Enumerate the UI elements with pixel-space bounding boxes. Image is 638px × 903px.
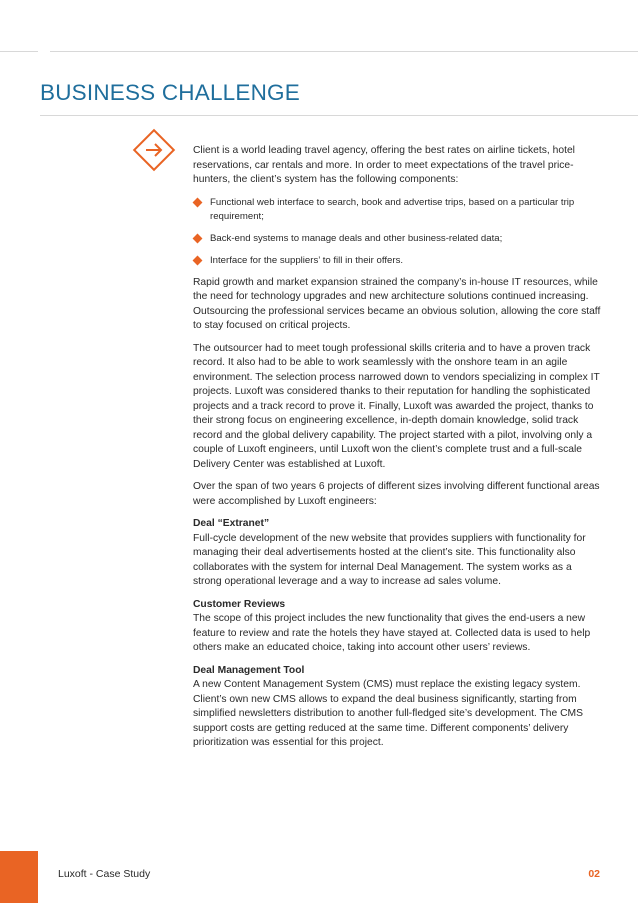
project-body: The scope of this project includes the new functionality that gives the end-users a new feature to review and rate the hotels they have stayed at. Collected data is used to help others make an educated choice, taking into account other users’ reviews.	[193, 613, 591, 653]
diamond-arrow-right-icon	[132, 128, 176, 172]
paragraph-outsourcer: The outsourcer had to meet tough professional skills criteria and to have a proven track record. It also had to be able to work seamlessly with the onshore team in an agile environment. The selection process narrowed down to vendors specializing in complex IT projects. Luxoft was considered thanks to their reputation for handling the sophisticated projects and a track record to prove it. Finally, Luxoft was awarded the project, thanks to their strong focus on engineering excellence, in-depth domain knowledge, solid track record and the global delivery capability. The project started with a pilot, involving only a couple of Luxoft engineers, until Luxoft won the client’s complete trust and a full-scale Delivery Center was established at Luxoft.	[193, 342, 600, 470]
components-list	[193, 196, 603, 268]
intro-paragraph: Client is a world leading travel agency, offering the best rates on airline tickets, hotel reservations, car rentals and more. In order to meet expectations of the travel price-hunters, the client’s system has the following components:	[193, 145, 575, 185]
heading-divider	[40, 115, 638, 116]
project-title: Deal Management Tool	[193, 664, 305, 676]
top-rule-right	[50, 51, 638, 52]
list-item-text: Interface for the suppliers’ to fill in their offers.	[210, 254, 404, 266]
paragraph-projects-intro: Over the span of two years 6 projects of different sizes involving different functional areas were accomplished by Luxoft engineers:	[193, 481, 600, 507]
project-customer-reviews	[193, 598, 603, 656]
diamond-bullet-icon	[193, 197, 203, 207]
top-rule-left	[0, 51, 38, 52]
footer-label: Luxoft - Case Study	[58, 868, 151, 880]
list-item-text: Functional web interface to search, book and advertise trips, based on a particular trip requirement;	[210, 196, 575, 222]
page-number: 02	[588, 868, 600, 880]
project-deal-extranet	[193, 517, 603, 590]
footer-accent-block	[0, 851, 38, 903]
list-item	[193, 232, 603, 246]
project-title: Customer Reviews	[193, 598, 286, 610]
project-deal-management-tool	[193, 664, 603, 751]
project-title: Deal “Extranet”	[193, 518, 270, 529]
project-body: A new Content Management System (CMS) must replace the existing legacy system. Client’s own new CMS allows to expand the deal business significantly, starting from simplified newsletters distribution to another full-fledged site’s development. The CMS support costs are getting reduced at the same time. Different components’ delivery prioritization was essential for this project.	[193, 679, 583, 748]
list-item	[193, 254, 603, 268]
paragraph-growth: Rapid growth and market expansion strained the company’s in-house IT resources, while the need for technology upgrades and new architecture solutions continued increasing. Outsourcing the professional services became an obvious solution, allowing the core staff to stay focused on critical projects.	[193, 276, 601, 331]
list-item	[193, 196, 603, 224]
diamond-bullet-icon	[193, 255, 203, 265]
body-content	[193, 144, 603, 759]
section-title: BUSINESS CHALLENGE	[40, 80, 300, 105]
diamond-bullet-icon	[193, 233, 203, 243]
list-item-text: Back-end systems to manage deals and other business-related data;	[210, 232, 503, 244]
project-body: Full-cycle development of the new website that provides suppliers with functionality for managing their deal advertisements hosted at the client’s site. This functionality also collaborates with the system for internal Deal Management. The system works as a strong operational leverage and a way to increase ad sales volume.	[193, 532, 586, 587]
